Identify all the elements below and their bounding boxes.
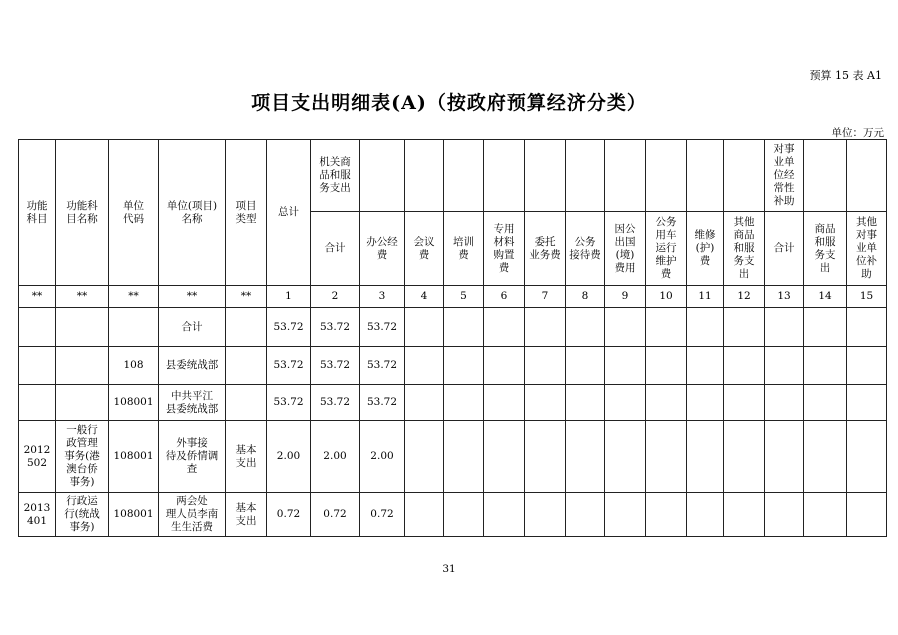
cell-unit-code: 108001: [109, 493, 159, 537]
page-number: 31: [442, 563, 456, 575]
cell-empty: [804, 347, 847, 385]
cell-func-name: 行政运 行(统战 事务): [56, 493, 109, 537]
cell-func-name: [56, 385, 109, 421]
cell-func-code: [19, 347, 56, 385]
header-func-code: 功能 科目: [19, 140, 56, 286]
cell-unit-name: 县委统战部: [159, 347, 226, 385]
cell-empty: [405, 385, 444, 421]
marker-cell: **: [159, 286, 226, 308]
header-blank: [605, 140, 646, 212]
cell-total: 0.72: [267, 493, 311, 537]
cell-office-expense: 0.72: [360, 493, 405, 537]
header-func-name: 功能科 目名称: [56, 140, 109, 286]
marker-cell: 8: [566, 286, 605, 308]
cell-empty: [765, 493, 804, 537]
header-meeting-expense: 会议 费: [405, 212, 444, 286]
cell-project-type: [226, 308, 267, 347]
cell-func-code: [19, 385, 56, 421]
cell-empty: [687, 308, 724, 347]
cell-g1-total: 53.72: [311, 385, 360, 421]
marker-cell: 12: [724, 286, 765, 308]
header-unit-name: 单位(项目) 名称: [159, 140, 226, 286]
header-blank: [484, 140, 525, 212]
cell-project-type: 基本 支出: [226, 421, 267, 493]
cell-empty: [847, 421, 887, 493]
cell-empty: [605, 347, 646, 385]
cell-empty: [405, 493, 444, 537]
marker-cell: **: [56, 286, 109, 308]
cell-empty: [765, 308, 804, 347]
cell-empty: [405, 347, 444, 385]
cell-empty: [765, 385, 804, 421]
cell-unit-name: 两会处 理人员李南 生生活费: [159, 493, 226, 537]
cell-unit-code: 108001: [109, 385, 159, 421]
cell-unit-name: 合计: [159, 308, 226, 347]
marker-cell: **: [109, 286, 159, 308]
marker-cell: 1: [267, 286, 311, 308]
header-group-institution-subsidy: 对事 业单 位经 常性 补助: [765, 140, 804, 212]
expenditure-table: [18, 139, 887, 537]
header-commissioned-expense: 委托 业务费: [525, 212, 566, 286]
cell-empty: [724, 385, 765, 421]
header-blank: [646, 140, 687, 212]
cell-empty: [847, 493, 887, 537]
cell-func-code: [19, 308, 56, 347]
cell-empty: [525, 308, 566, 347]
cell-empty: [804, 308, 847, 347]
cell-unit-code: [109, 308, 159, 347]
cell-empty: [646, 308, 687, 347]
header-blank: [804, 140, 847, 212]
header-row-1: [19, 140, 887, 212]
cell-empty: [484, 308, 525, 347]
cell-func-code: 2012 502: [19, 421, 56, 493]
cell-empty: [646, 421, 687, 493]
header-training-expense: 培训 费: [444, 212, 484, 286]
cell-func-name: [56, 308, 109, 347]
header-reception-expense: 公务 接待费: [566, 212, 605, 286]
marker-cell: 4: [405, 286, 444, 308]
header-blank: [360, 140, 405, 212]
cell-empty: [646, 493, 687, 537]
unit-label: 单位：万元: [831, 127, 884, 139]
page-title: 项目支出明细表(A)（按政府预算经济分类）: [251, 92, 647, 114]
marker-cell: 2: [311, 286, 360, 308]
marker-cell: 14: [804, 286, 847, 308]
marker-cell: 7: [525, 286, 566, 308]
cell-total: 2.00: [267, 421, 311, 493]
cell-empty: [566, 347, 605, 385]
header-blank: [405, 140, 444, 212]
header-g1-total: 合计: [311, 212, 360, 286]
cell-empty: [525, 347, 566, 385]
header-maintenance-expense: 维修 (护) 费: [687, 212, 724, 286]
cell-empty: [566, 385, 605, 421]
cell-empty: [804, 493, 847, 537]
marker-cell: 15: [847, 286, 887, 308]
cell-empty: [484, 421, 525, 493]
cell-empty: [444, 421, 484, 493]
cell-empty: [687, 493, 724, 537]
cell-office-expense: 53.72: [360, 347, 405, 385]
cell-empty: [525, 385, 566, 421]
cell-empty: [765, 347, 804, 385]
cell-empty: [687, 421, 724, 493]
cell-g1-total: 53.72: [311, 347, 360, 385]
header-blank: [525, 140, 566, 212]
header-g2-total: 合计: [765, 212, 804, 286]
cell-empty: [566, 493, 605, 537]
cell-empty: [804, 421, 847, 493]
cell-empty: [804, 385, 847, 421]
cell-empty: [405, 421, 444, 493]
header-blank: [724, 140, 765, 212]
header-blank: [566, 140, 605, 212]
cell-empty: [687, 347, 724, 385]
header-blank: [687, 140, 724, 212]
table-row: [19, 385, 887, 421]
marker-cell: 13: [765, 286, 804, 308]
cell-func-name: [56, 347, 109, 385]
cell-empty: [444, 385, 484, 421]
cell-empty: [605, 421, 646, 493]
cell-func-name: 一般行 政管理 事务(港 澳台侨 事务): [56, 421, 109, 493]
cell-empty: [724, 347, 765, 385]
cell-project-type: 基本 支出: [226, 493, 267, 537]
cell-unit-code: 108: [109, 347, 159, 385]
marker-row: [19, 286, 887, 308]
table-row: [19, 421, 887, 493]
cell-office-expense: 53.72: [360, 308, 405, 347]
header-unit-code: 单位 代码: [109, 140, 159, 286]
cell-func-code: 2013 401: [19, 493, 56, 537]
marker-cell: **: [19, 286, 56, 308]
cell-empty: [484, 385, 525, 421]
cell-total: 53.72: [267, 385, 311, 421]
cell-empty: [724, 493, 765, 537]
cell-office-expense: 2.00: [360, 421, 405, 493]
cell-empty: [605, 385, 646, 421]
marker-cell: **: [226, 286, 267, 308]
cell-empty: [444, 308, 484, 347]
cell-empty: [847, 308, 887, 347]
cell-project-type: [226, 347, 267, 385]
table-row: [19, 493, 887, 537]
header-total: 总计: [267, 140, 311, 286]
header-group-goods-services: 机关商 品和服 务支出: [311, 140, 360, 212]
cell-empty: [724, 308, 765, 347]
cell-project-type: [226, 385, 267, 421]
header-other-goods-expense: 其他 商品 和服 务支 出: [724, 212, 765, 286]
doc-code: 预算 15 表 A1: [809, 69, 882, 82]
header-vehicle-expense: 公务 用车 运行 维护 费: [646, 212, 687, 286]
marker-cell: 9: [605, 286, 646, 308]
cell-empty: [484, 347, 525, 385]
cell-empty: [605, 308, 646, 347]
cell-unit-name: 外事接 待及侨情调 查: [159, 421, 226, 493]
cell-empty: [646, 347, 687, 385]
cell-empty: [405, 308, 444, 347]
cell-empty: [724, 421, 765, 493]
cell-empty: [847, 385, 887, 421]
cell-empty: [444, 347, 484, 385]
marker-cell: 10: [646, 286, 687, 308]
marker-cell: 3: [360, 286, 405, 308]
marker-cell: 5: [444, 286, 484, 308]
cell-empty: [646, 385, 687, 421]
table-row: [19, 308, 887, 347]
cell-office-expense: 53.72: [360, 385, 405, 421]
header-blank: [444, 140, 484, 212]
header-materials-expense: 专用 材料 购置 费: [484, 212, 525, 286]
header-overseas-expense: 因公 出国 (境) 费用: [605, 212, 646, 286]
header-project-type: 项目 类型: [226, 140, 267, 286]
marker-cell: 6: [484, 286, 525, 308]
marker-cell: 11: [687, 286, 724, 308]
cell-unit-code: 108001: [109, 421, 159, 493]
cell-empty: [687, 385, 724, 421]
table-row: [19, 347, 887, 385]
cell-total: 53.72: [267, 308, 311, 347]
cell-empty: [566, 308, 605, 347]
header-g2-goods-services: 商品 和服 务支 出: [804, 212, 847, 286]
cell-g1-total: 0.72: [311, 493, 360, 537]
cell-empty: [444, 493, 484, 537]
cell-empty: [765, 421, 804, 493]
cell-empty: [525, 493, 566, 537]
cell-empty: [484, 493, 525, 537]
header-g2-other-subsidy: 其他 对事 业单 位补 助: [847, 212, 887, 286]
cell-g1-total: 53.72: [311, 308, 360, 347]
header-blank: [847, 140, 887, 212]
cell-empty: [566, 421, 605, 493]
cell-unit-name: 中共平江 县委统战部: [159, 385, 226, 421]
cell-empty: [605, 493, 646, 537]
cell-empty: [847, 347, 887, 385]
header-office-expense: 办公经 费: [360, 212, 405, 286]
cell-g1-total: 2.00: [311, 421, 360, 493]
cell-total: 53.72: [267, 347, 311, 385]
cell-empty: [525, 421, 566, 493]
